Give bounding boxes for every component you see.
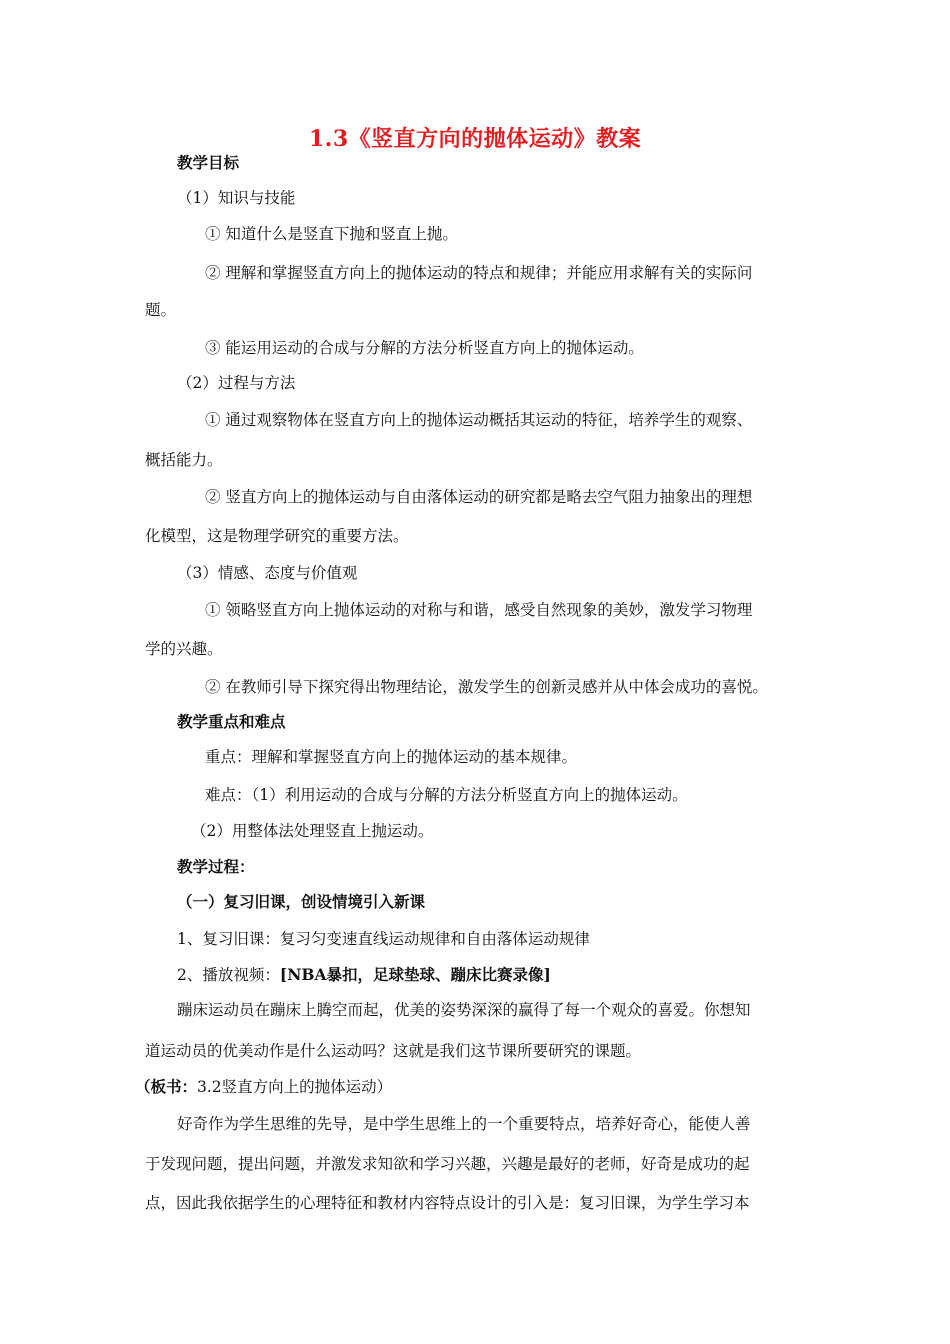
objectives-heading: 教学目标 (177, 153, 240, 172)
paragraph-1-line-2: 道运动员的优美动作是什么运动吗？这就是我们这节课所要研究的课题。 (145, 1042, 642, 1060)
keypoint-text: 重点：理解和掌握竖直方向上的抛体运动的基本规律。 (205, 748, 578, 766)
step-2 (177, 965, 551, 985)
step-1: 1、复习旧课：复习匀变速直线运动规律和自由落体运动规律 (177, 930, 590, 948)
paragraph-2-line-3: 点，因此我依据学生的心理特征和教材内容特点设计的引入是：复习旧课，为学生学习本 (145, 1194, 750, 1212)
part1-heading: （一）复习旧课，创设情境引入新课 (177, 892, 426, 911)
process-item-2-line-1: ② 竖直方向上的抛体运动与自由落体运动的研究都是略去空气阻力抽象出的理想 (205, 488, 753, 506)
process-item-2-line-2: 化模型，这是物理学研究的重要方法。 (145, 527, 409, 545)
board-note-label: （板书： (135, 1077, 198, 1096)
emotion-item-1-line-1: ① 领略竖直方向上抛体运动的对称与和谐，感受自然现象的美妙，激发学习物理 (205, 601, 753, 619)
document-title: 1.3《竖直方向的抛体运动》教案 (308, 126, 642, 152)
knowledge-item-3: ③ 能运用运动的合成与分解的方法分析竖直方向上的抛体运动。 (205, 339, 644, 357)
knowledge-item-2-line-2: 题。 (145, 301, 177, 319)
process-item-1-line-2: 概括能力。 (145, 451, 223, 469)
paragraph-2-line-1: 好奇作为学生思维的先导，是中学生思维上的一个重要特点，培养好奇心，能使人善 (177, 1115, 751, 1133)
process-heading: （2）过程与方法 (177, 374, 296, 392)
difficulty-line-2: （2）用整体法处理竖直上抛运动。 (191, 822, 434, 840)
process-main-heading: 教学过程： (177, 857, 255, 876)
difficulty-line-1: 难点：（1）利用运动的合成与分解的方法分析竖直方向上的抛体运动。 (205, 786, 688, 804)
paragraph-2-line-2: 于发现问题，提出问题，并激发求知欲和学习兴趣，兴趣是最好的老师，好奇是成功的起 (145, 1155, 750, 1173)
knowledge-heading: （1）知识与技能 (177, 189, 296, 207)
board-note-text: 3.2竖直方向上的抛体运动） (197, 1078, 393, 1096)
step-2-prefix: 2、播放视频： (177, 966, 280, 984)
board-note (135, 1077, 392, 1097)
knowledge-item-2-line-1: ② 理解和掌握竖直方向上的抛体运动的特点和规律；并能应用求解有关的实际问 (205, 264, 753, 282)
process-item-1-line-1: ① 通过观察物体在竖直方向上的抛体运动概括其运动的特征，培养学生的观察、 (205, 411, 753, 429)
emotion-item-2: ② 在教师引导下探究得出物理结论，激发学生的创新灵感并从中体会成功的喜悦。 (205, 678, 768, 696)
knowledge-item-1: ① 知道什么是竖直下抛和竖直上抛。 (205, 225, 458, 243)
paragraph-1-line-1: 蹦床运动员在蹦床上腾空而起，优美的姿势深深的赢得了每一个观众的喜爱。你想知 (177, 1001, 751, 1019)
emotion-item-1-line-2: 学的兴趣。 (145, 640, 223, 658)
step-2-video-list: [NBA暴扣，足球垫球、蹦床比赛录像] (279, 965, 551, 984)
emotion-heading: （3）情感、态度与价值观 (177, 564, 358, 582)
keypoints-heading: 教学重点和难点 (177, 712, 286, 731)
